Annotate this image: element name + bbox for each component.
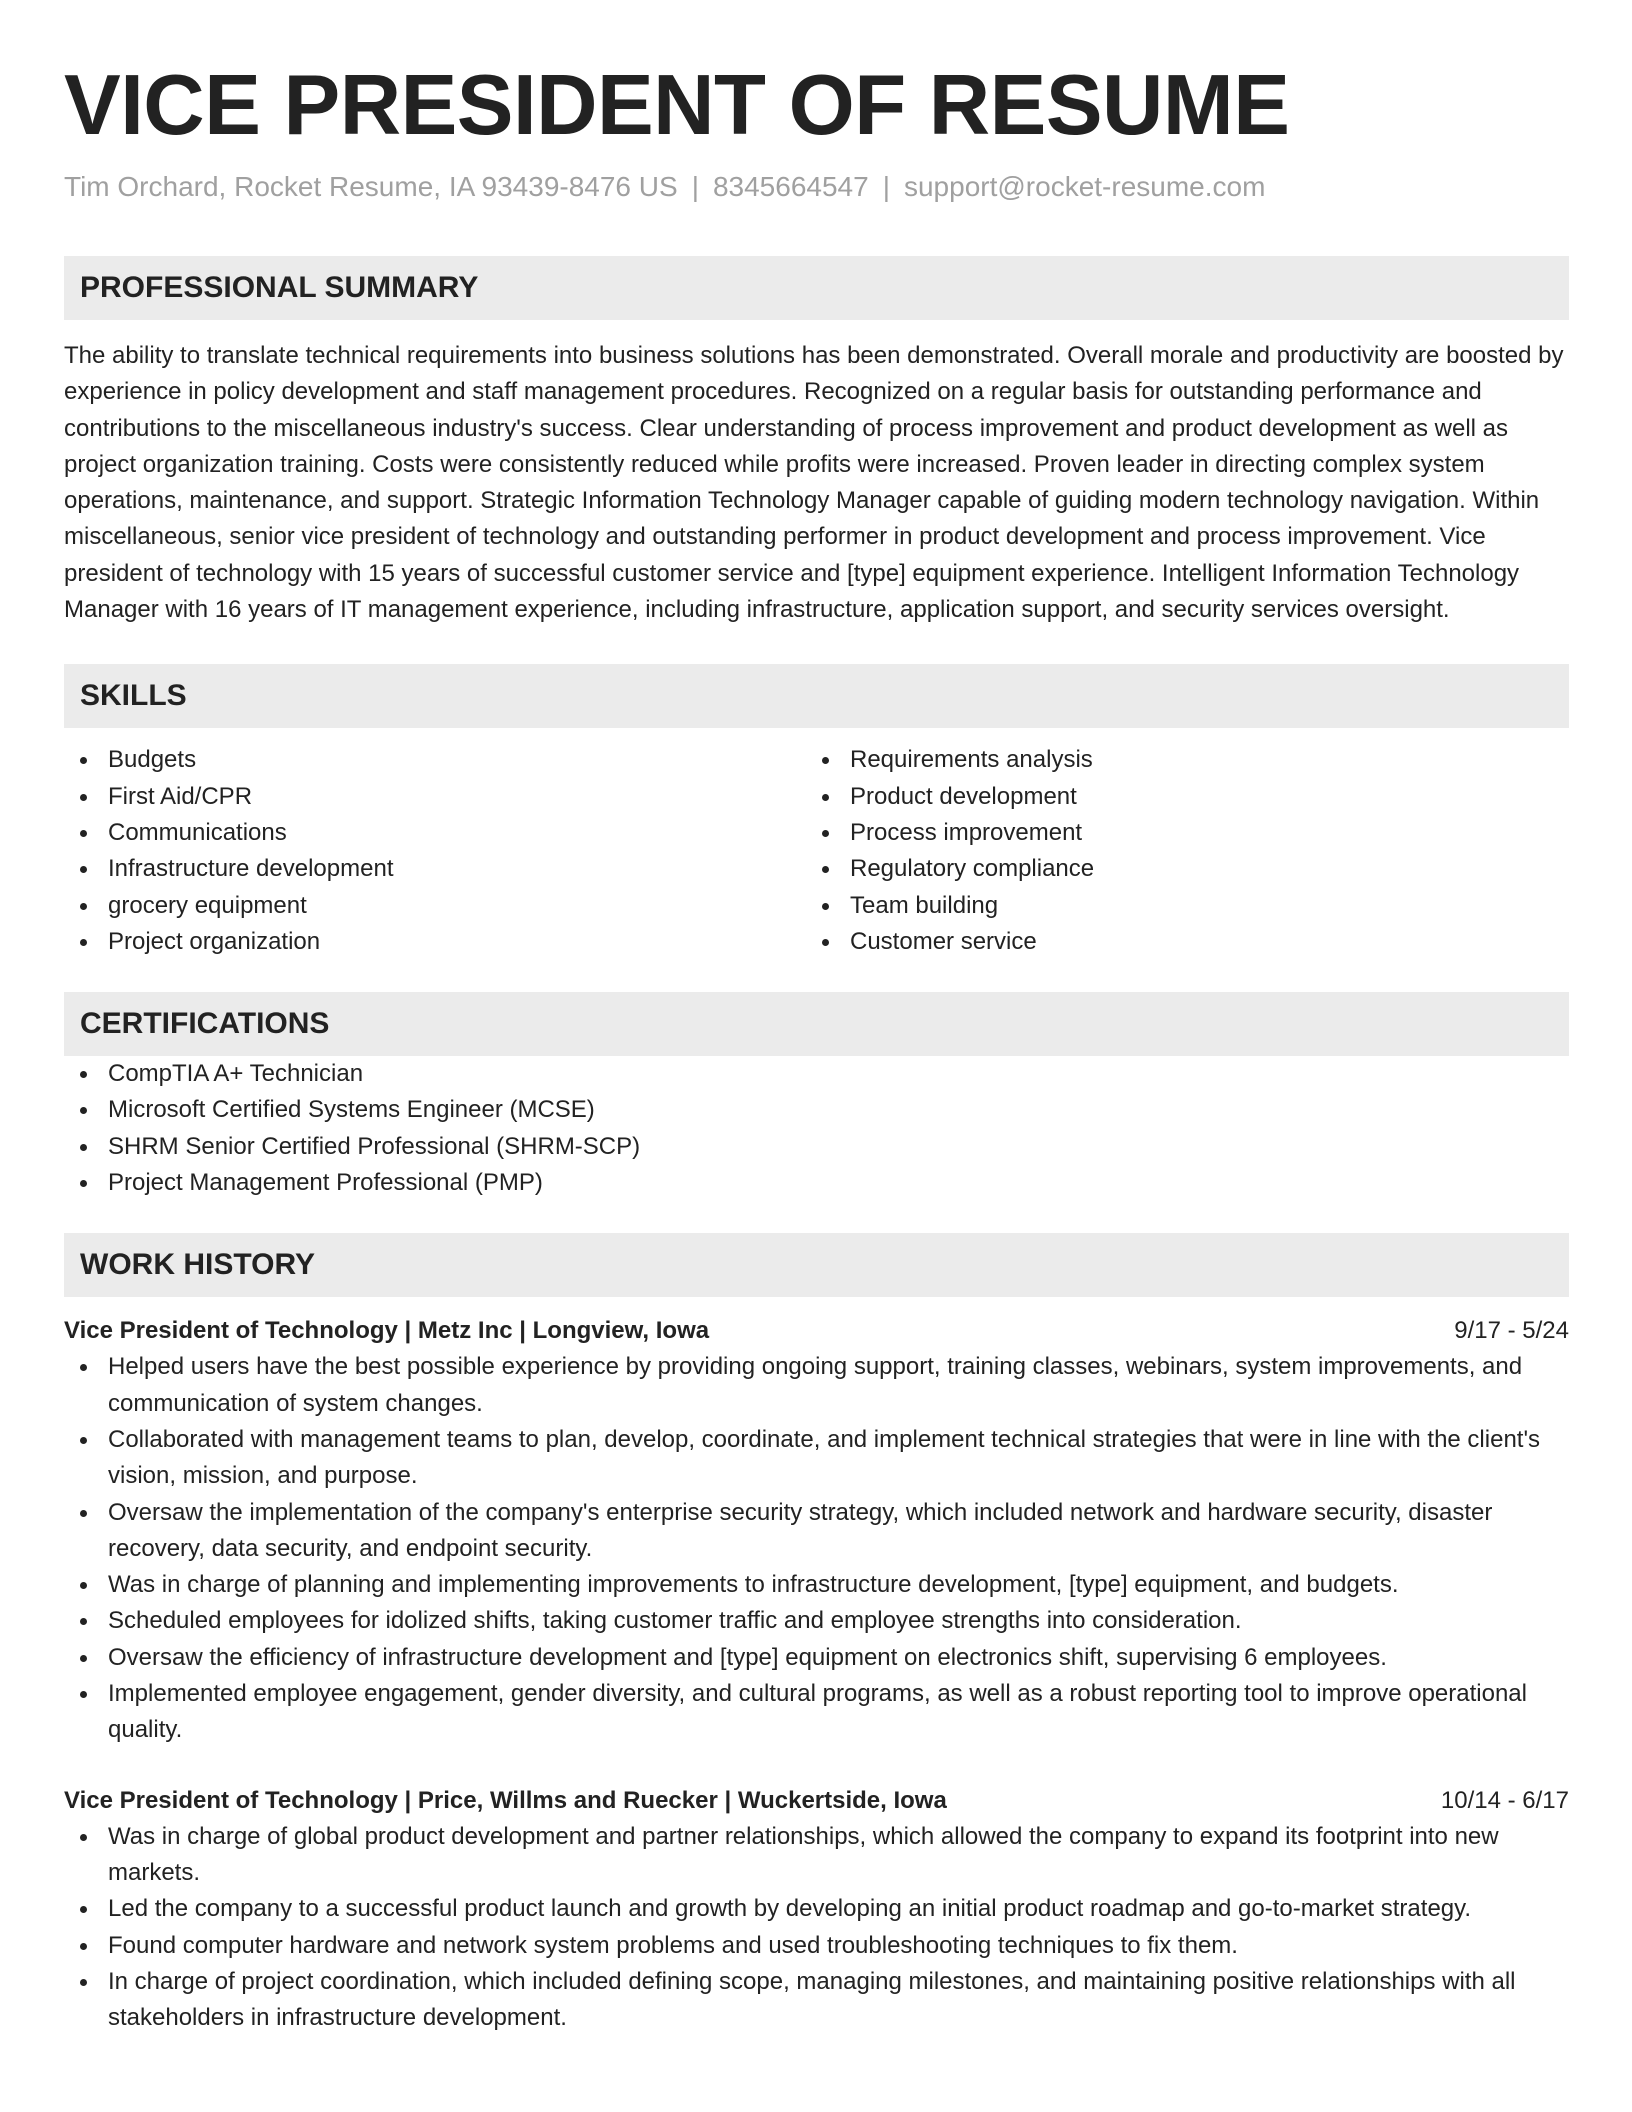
skill-item: Project organization [64,924,806,960]
skill-item: First Aid/CPR [64,779,806,815]
section-heading-summary: PROFESSIONAL SUMMARY [64,256,1569,320]
job-bullet: Found computer hardware and network system problems and used troubleshooting techniques to fix them. [64,1928,1569,1964]
resume-name: VICE PRESIDENT OF RESUME [64,58,1290,153]
skill-item: Budgets [64,742,806,778]
job-dates: 10/14 - 6/17 [1440,1786,1569,1814]
section-heading-work-history: WORK HISTORY [64,1233,1569,1297]
contact-separator: | [691,171,699,202]
skill-item: Requirements analysis [806,742,1548,778]
skill-item: grocery equipment [64,888,806,924]
skill-item: Process improvement [806,815,1548,851]
skills-list-right [806,742,1548,960]
job-title: Vice President of Technology | Metz Inc | Longview, Iowa [64,1317,710,1345]
certification-item: CompTIA A+ Technician [64,1056,1569,1092]
job-bullet: Was in charge of global product development and partner relationships, which allowed the company to expand its footprint into new markets. [64,1819,1569,1892]
section-heading-certifications: CERTIFICATIONS [64,992,1569,1056]
job-bullet: Implemented employee engagement, gender diversity, and cultural programs, as well as a robust reporting tool to improve operational quality. [64,1676,1569,1749]
contact-phone: 8345664547 [712,171,869,202]
job-bullet: Led the company to a successful product launch and growth by developing an initial product roadmap and go-to-market strategy. [64,1891,1569,1927]
job-bullets [64,1349,1569,1748]
job-bullet: Was in charge of planning and implementing improvements to infrastructure development, [type] equipment, and budgets. [64,1567,1569,1603]
job-title: Vice President of Technology | Price, Willms and Ruecker | Wuckertside, Iowa [64,1786,947,1814]
summary-text: The ability to translate technical requirements into business solutions has been demonstrated. Overall morale and productivity are boosted by experience in policy development and staff management procedures. Recognized on a regular basis for outstanding performance and contributions to the miscellaneous industry's success. Clear understanding of process improvement and product development as well as project organization training. Costs were consistently reduced while profits were increased. Proven leader in directing complex system operations, maintenance, and support. Strategic Information Technology Manager capable of guiding modern technology navigation. Within miscellaneous, senior vice president of technology and outstanding performer in product development and process improvement. Vice president of technology with 15 years of successful customer service and [type] equipment experience. Intelligent Information Technology Manager with 16 years of IT management experience, including infrastructure, application support, and security services oversight. [64,342,1564,624]
job-bullet: Collaborated with management teams to plan, develop, coordinate, and implement technical strategies that were in line with the client's vision, mission, and purpose. [64,1422,1569,1495]
skills-list-left [64,742,806,960]
job-bullet: Oversaw the efficiency of infrastructure development and [type] equipment on electronics shift, supervising 6 employees. [64,1640,1569,1676]
job-entry [64,1783,1569,2037]
job-header [64,1313,1569,1349]
job-bullets [64,1819,1569,2037]
job-bullet: Scheduled employees for idolized shifts, taking customer traffic and employee strengths into consideration. [64,1603,1569,1639]
job-header [64,1783,1569,1819]
skill-item: Product development [806,779,1548,815]
contact-address: Tim Orchard, Rocket Resume, IA 93439-8476 US [64,171,678,202]
job-bullet: Oversaw the implementation of the company's enterprise security strategy, which included network and hardware security, disaster recovery, data security, and endpoint security. [64,1495,1569,1568]
skill-item: Customer service [806,924,1548,960]
contact-separator: | [882,171,890,202]
job-dates: 9/17 - 5/24 [1454,1317,1569,1345]
certification-item: Microsoft Certified Systems Engineer (MCSE) [64,1092,1569,1128]
skill-item: Infrastructure development [64,851,806,887]
section-heading-skills: SKILLS [64,664,1569,728]
certification-item: SHRM Senior Certified Professional (SHRM-SCP) [64,1129,1569,1165]
job-bullet: Helped users have the best possible experience by providing ongoing support, training classes, webinars, system improvements, and communication of system changes. [64,1349,1569,1422]
contact-line [64,170,1569,204]
job-entry [64,1313,1569,1748]
job-bullet: In charge of project coordination, which included defining scope, managing milestones, and maintaining positive relationships with all stakeholders in infrastructure development. [64,1964,1569,2037]
certification-item: Project Management Professional (PMP) [64,1165,1569,1201]
skill-item: Communications [64,815,806,851]
skills-grid [64,742,1569,960]
skill-item: Regulatory compliance [806,851,1548,887]
certifications-list [64,1056,1569,1201]
skill-item: Team building [806,888,1548,924]
contact-email: support@rocket-resume.com [903,171,1266,202]
